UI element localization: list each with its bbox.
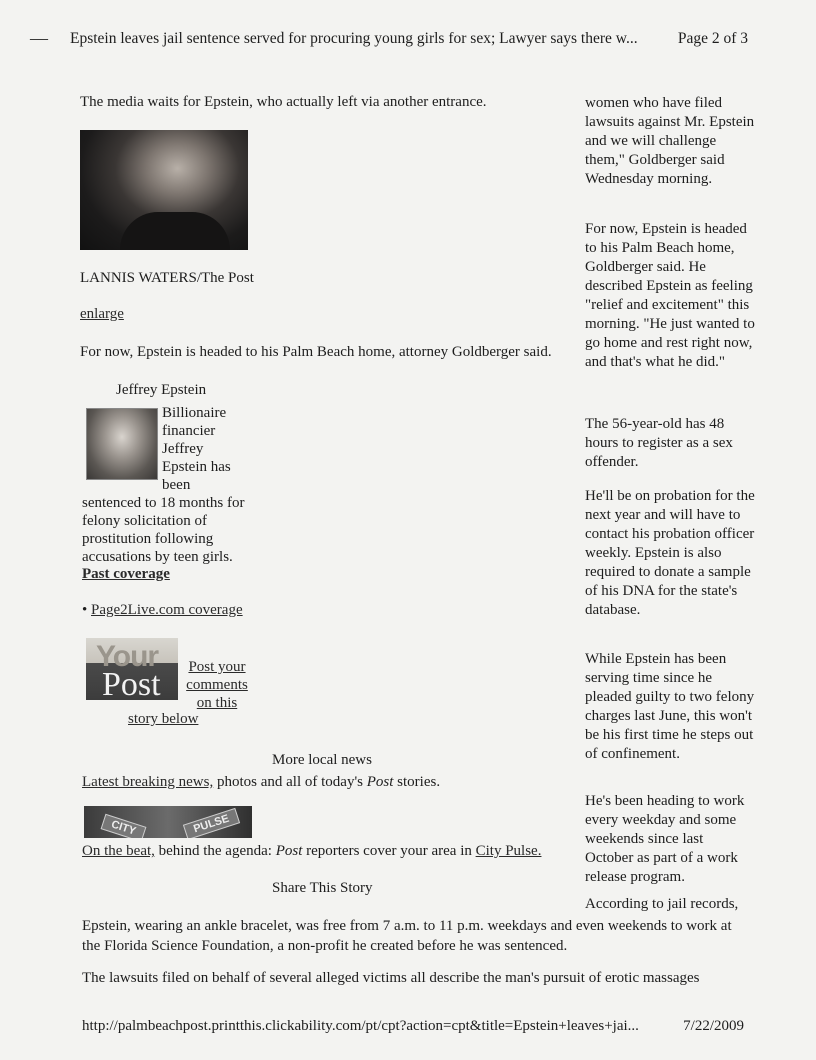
right-paragraph-1: women who have filed lawsuits against Mr. Epstein and we will challenge them," Goldberger said Wednesday morning. bbox=[585, 95, 755, 187]
right-paragraph-6: He's been heading to work every weekday and some weekends since last October as part of a work release program. bbox=[585, 793, 745, 885]
post-italic: Post bbox=[366, 774, 394, 790]
beat-text: behind the agenda: bbox=[154, 843, 276, 859]
photo-caption: The media waits for Epstein, who actually left via another entrance. bbox=[80, 94, 487, 110]
bullet: • bbox=[82, 602, 92, 618]
latest-text-end: stories. bbox=[393, 774, 441, 790]
footer-date: 7/22/2009 bbox=[683, 1018, 744, 1034]
page2live-item bbox=[82, 601, 243, 619]
bio-text-part1: Billionaire financier Jeffrey Epstein has been bbox=[162, 405, 231, 493]
your-post-image[interactable] bbox=[86, 638, 178, 700]
jail-records-paragraph bbox=[82, 896, 752, 956]
right-paragraph-2: For now, Epstein is headed to his Palm Beach home, Goldberger said. He described Epstein as feeling "relief and excitement" this morning. "He just wanted to go home and rest right now, and that's what he did." bbox=[585, 221, 755, 370]
page2live-link[interactable]: Page2Live.com coverage bbox=[91, 602, 243, 618]
header-title: Epstein leaves jail sentence served for procuring young girls for sex; Lawyer says there w... bbox=[70, 30, 638, 47]
right-paragraph-5: While Epstein has been serving time since he pleaded guilty to two felony charges last June, this won't be his first time he steps out of confinement. bbox=[585, 651, 755, 762]
your-post-image-top: Your bbox=[96, 640, 159, 673]
page-footer bbox=[82, 1018, 752, 1035]
page-header bbox=[70, 30, 760, 48]
city-sign: CITY bbox=[101, 814, 147, 838]
pulse-sign: PULSE bbox=[183, 808, 240, 838]
latest-news-line bbox=[82, 774, 440, 791]
bio-text-part2: sentenced to 18 months for felony solicitation of prostitution following accusations by teen girls. bbox=[82, 495, 245, 565]
past-coverage-link[interactable]: Past coverage bbox=[82, 566, 170, 582]
beat-text-2: reporters cover your area in bbox=[302, 843, 476, 859]
share-story-heading: Share This Story bbox=[272, 880, 373, 896]
scan-mark: — bbox=[30, 28, 48, 48]
sidebar-box-title: Jeffrey Epstein bbox=[116, 382, 207, 398]
right-paragraph-3: The 56-year-old has 48 hours to register as a sex offender. bbox=[585, 416, 733, 470]
page-number: Page 2 of 3 bbox=[677, 30, 748, 47]
footer-url: http://palmbeachpost.printthis.clickability.com/pt/cpt?action=cpt&title=Epstein+leaves+jai... bbox=[82, 1018, 639, 1034]
on-the-beat-line bbox=[82, 843, 541, 860]
epstein-thumbnail bbox=[86, 408, 158, 480]
right-paragraph-4: He'll be on probation for the next year and will have to contact his probation officer weekly. Epstein is also required to donate a sample of his DNA for the state's database. bbox=[585, 488, 755, 618]
enlarge-link[interactable]: enlarge bbox=[80, 306, 124, 322]
your-post-image-bottom: Post bbox=[102, 666, 161, 700]
for-now-line: For now, Epstein is headed to his Palm Beach home, attorney Goldberger said. bbox=[80, 344, 552, 360]
lawsuits-paragraph: The lawsuits filed on behalf of several alleged victims all describe the man's pursuit of erotic massages bbox=[82, 970, 700, 986]
latest-breaking-link[interactable]: Latest breaking news, bbox=[82, 774, 214, 790]
jail-records-text: Epstein, wearing an ankle bracelet, was free from 7 a.m. to 11 p.m. weekdays and even weekends to work at the Florida Science Foundation, a non-profit he created before he was sentenced. bbox=[82, 918, 732, 954]
city-pulse-link[interactable]: City Pulse. bbox=[475, 843, 542, 859]
more-local-news-heading: More local news bbox=[272, 752, 372, 768]
on-the-beat-link[interactable]: On the beat, bbox=[82, 843, 155, 859]
latest-text: photos and all of today's bbox=[213, 774, 367, 790]
photo-credit: LANNIS WATERS/The Post bbox=[80, 270, 254, 286]
city-pulse-banner[interactable] bbox=[84, 806, 252, 838]
story-below-link[interactable]: story below bbox=[128, 711, 199, 727]
post-italic-2: Post bbox=[275, 843, 303, 859]
post-comments-link[interactable]: Post your comments on this bbox=[186, 659, 248, 711]
right-paragraph-7: According to jail records, bbox=[585, 896, 739, 912]
epstein-photo bbox=[80, 130, 248, 250]
